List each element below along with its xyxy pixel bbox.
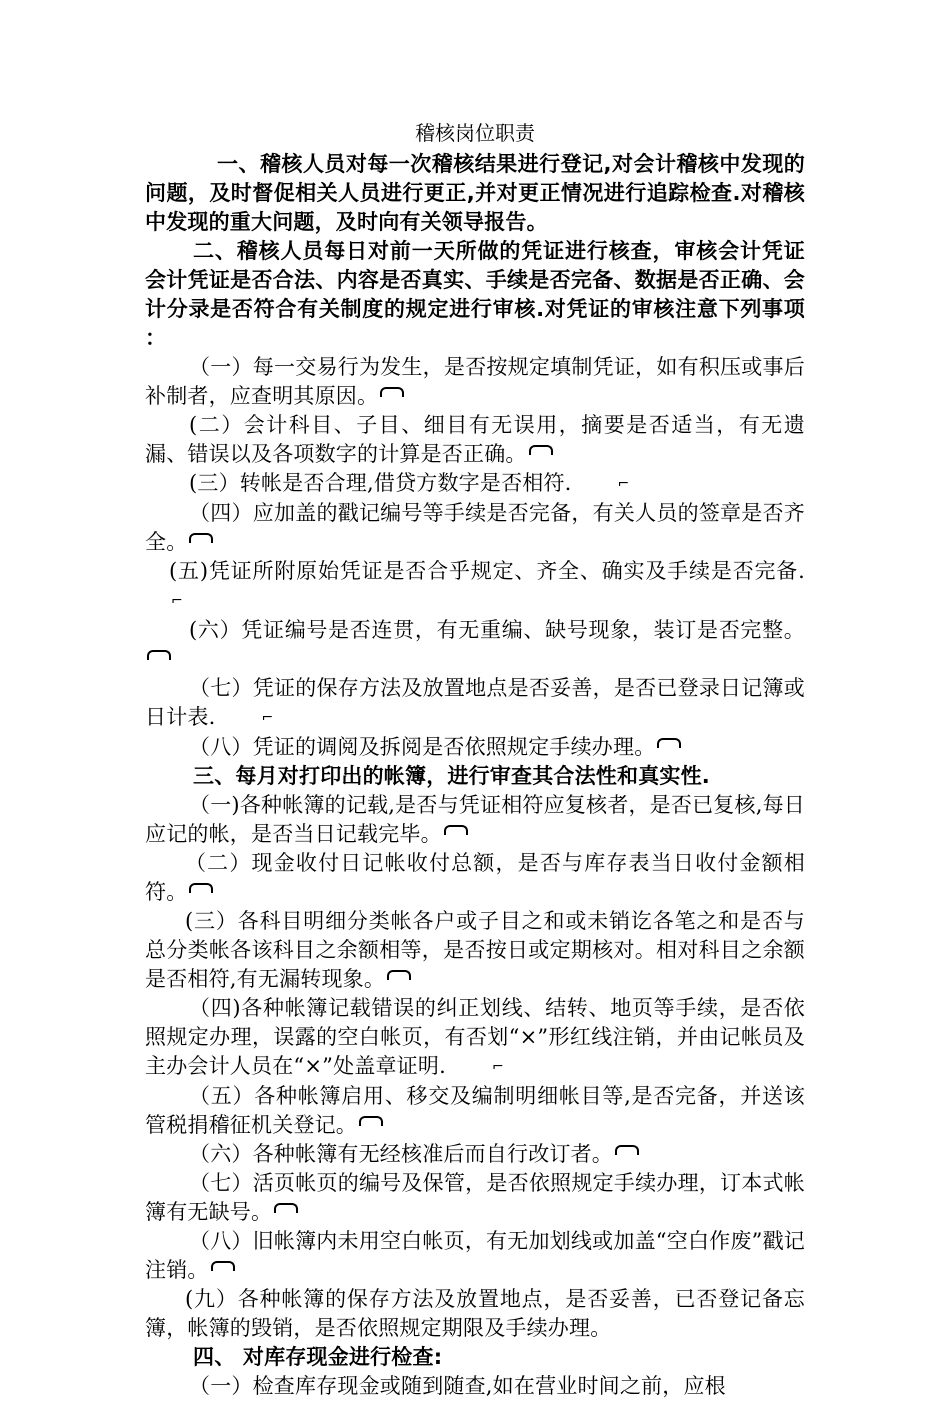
- paragraph-7: [145, 557, 805, 616]
- paragraph-6: [145, 499, 805, 557]
- return-mark-icon: ⌐: [261, 710, 274, 726]
- return-mark-icon: ⌐: [171, 593, 183, 609]
- return-mark-icon: [274, 1203, 298, 1213]
- paragraph-text: （六）各种帐簿有无经核准后而自行改订者。: [189, 1142, 613, 1166]
- paragraph-text: (三）各科目明细分类帐各户或子目之和或未销讫各笔之和是否与总分类帐各该科目之余额相等，是否按日或定期核对。相对科目之余额是否相符,有无漏转现象。: [145, 909, 805, 991]
- return-mark-icon: [211, 1261, 235, 1271]
- return-mark-icon: ⌐: [617, 476, 630, 492]
- paragraph-text: 二、稽核人员每日对前一天所做的凭证进行核查，审核会计凭证会计凭证是否合法、内容是否真实、手续是否完备、数据是否正确、会计分录是否符合有关制度的规定进行审核.对凭证的审核注意下列事项 ：: [145, 239, 805, 350]
- paragraph-18: [145, 1169, 805, 1227]
- paragraph-text: (九）各种帐簿的保存方法及放置地点，是否妥善，已否登记备忘簿，帐簿的毁销，是否依照规定期限及手续办理。: [145, 1287, 805, 1340]
- paragraph-16: [145, 1082, 805, 1140]
- paragraph-1: [145, 150, 805, 237]
- paragraph-5: [145, 469, 805, 499]
- paragraph-text: （二）现金收付日记帐收付总额，是否与库存表当日收付金额相符。: [145, 851, 805, 904]
- return-mark-icon: [147, 650, 171, 660]
- paragraph-text: (二）会计科目、子目、细目有无误用，摘要是否适当，有无遗漏、错误以及各项数字的计算是否正确。: [145, 413, 805, 466]
- return-mark-icon: [529, 445, 553, 455]
- paragraph-19: [145, 1227, 805, 1285]
- paragraph-15: [145, 994, 805, 1082]
- return-mark-icon: [189, 533, 213, 543]
- paragraph-text: 一、稽核人员对每一次稽核结果进行登记,对会计稽核中发现的问题，及时督促相关人员进行更正,并对更正情况进行追踪检查.对稽核中发现的重大问题，及时向有关领导报告。: [145, 152, 805, 234]
- return-mark-icon: [615, 1145, 639, 1155]
- paragraph-text: （八）旧帐簿内未用空白帐页，有无加划线或加盖“空白作废”戳记注销。: [145, 1229, 805, 1282]
- document-page: [145, 120, 805, 1401]
- return-mark-icon: [380, 387, 404, 397]
- paragraph-10: [145, 733, 805, 762]
- paragraph-text: 四、 对库存现金进行检查:: [193, 1345, 443, 1369]
- paragraph-4: [145, 411, 805, 469]
- paragraph-text: （八）凭证的调阅及拆阅是否依照规定手续办理。: [189, 735, 656, 759]
- paragraph-21: [145, 1343, 805, 1372]
- paragraph-3: [145, 353, 805, 411]
- paragraph-text: （一）每一交易行为发生，是否按规定填制凭证，如有积压或事后补制者，应查明其原因。: [145, 355, 805, 408]
- paragraph-text: （一）检查库存现金或随到随查,如在营业时间之前，应根: [189, 1374, 726, 1398]
- return-mark-icon: ⌐: [491, 1059, 504, 1075]
- return-mark-icon: [387, 970, 411, 980]
- paragraph-9: [145, 674, 805, 733]
- paragraph-2: [145, 237, 805, 353]
- paragraph-14: [145, 907, 805, 994]
- paragraph-text: （四）应加盖的戳记编号等手续是否完备，有关人员的签章是否齐全。: [145, 501, 805, 554]
- paragraph-17: [145, 1140, 805, 1169]
- paragraph-text: (六）凭证编号是否连贯，有无重编、缺号现象，装订是否完整。: [189, 618, 805, 642]
- return-mark-icon: [444, 825, 468, 835]
- paragraph-20: [145, 1285, 805, 1343]
- paragraph-text: （七）活页帐页的编号及保管，是否依照规定手续办理，订本式帐簿有无缺号。: [145, 1171, 805, 1224]
- paragraph-8: [145, 616, 805, 674]
- paragraph-text: (五)凭证所附原始凭证是否合乎规定、齐全、确实及手续是否完备.: [169, 559, 805, 583]
- paragraph-text: (三）转帐是否合理,借贷方数字是否相符.: [189, 471, 572, 495]
- return-mark-icon: [189, 883, 213, 893]
- paragraph-12: [145, 791, 805, 849]
- paragraph-text: （七）凭证的保存方法及放置地点是否妥善，是否已登录日记簿或日计表.: [145, 676, 805, 729]
- paragraph-text: 三、每月对打印出的帐簿，进行审查其合法性和真实性.: [193, 764, 710, 788]
- paragraph-13: [145, 849, 805, 907]
- document-title: 稽核岗位职责: [415, 121, 535, 145]
- paragraph-text: （一)各种帐簿的记载,是否与凭证相符应复核者，是否已复核,每日应记的帐，是否当日记载完毕。: [145, 793, 805, 846]
- paragraph-text: （五）各种帐簿启用、移交及编制明细帐目等,是否完备，并送该管税捐稽征机关登记。: [145, 1084, 805, 1137]
- paragraph-22: [145, 1372, 805, 1401]
- return-mark-icon: [657, 738, 681, 748]
- return-mark-icon: [359, 1116, 383, 1126]
- paragraph-11: [145, 762, 805, 791]
- paragraph-text: （四)各种帐簿记载错误的纠正划线、结转、地页等手续，是否依照规定办理，误露的空白帐页，有否划“×”形红线注销，并由记帐员及主办会计人员在“×”处盖章证明.: [145, 996, 805, 1078]
